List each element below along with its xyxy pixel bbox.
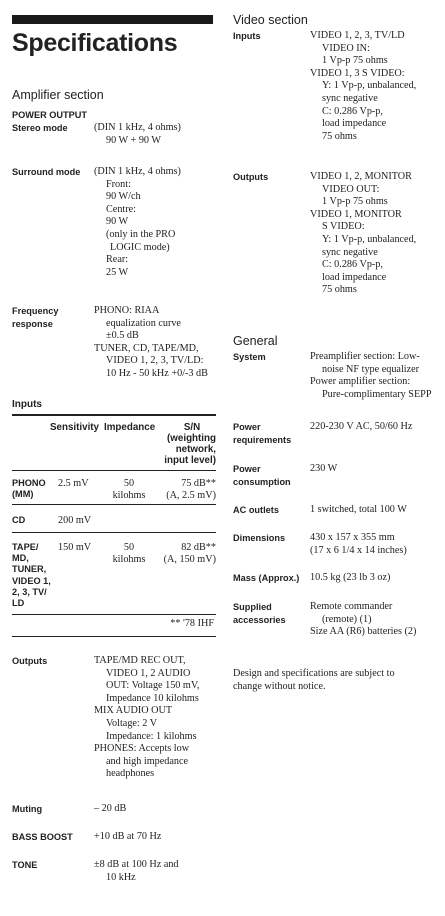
cell-sensitivity: 2.5 mV <box>58 478 89 489</box>
ac-outlets-label: AC outlets <box>233 505 279 515</box>
stereo-mode-value: (DIN 1 kHz, 4 ohms) 90 W + 90 W <box>94 122 181 146</box>
cell-impedance: 50 kilohms <box>112 542 146 565</box>
muting-value: – 20 dB <box>94 803 127 814</box>
video-outputs-label: Outputs <box>233 172 269 182</box>
col-header-impedance: Impedance <box>104 422 156 433</box>
dimensions-label: Dimensions <box>233 533 286 543</box>
dimensions-value: 430 x 157 x 355 mm (17 x 6 1/4 x 14 inches) <box>310 532 407 556</box>
cell-impedance: 50 kilohms <box>112 478 146 501</box>
muting-label: Muting <box>12 804 43 814</box>
power-output-label: POWER OUTPUT <box>12 110 88 120</box>
cell-sn: 75 dB** (A, 2.5 mV) <box>166 478 216 501</box>
accessories-label: Supplied accessories <box>233 602 286 625</box>
video-outputs-value: VIDEO 1, 2, MONITOR VIDEO OUT: 1 Vp-p 75 ohms VIDEO 1, MONITOR S VIDEO: Y: 1 Vp-p, unbalanced, sync negative C: 0.286 Vp-p, load impedance 75 ohms <box>310 171 417 296</box>
surround-mode-value: (DIN 1 kHz, 4 ohms) Front: 90 W/ch Centre: 90 W (only in the PRO LOGIC mode) Rear: 25 W <box>94 166 181 278</box>
power-consumption-value: 230 W <box>310 463 338 474</box>
frequency-response-value: PHONO: RIAA equalization curve ±0.5 dB TUNER, CD, TAPE/MD, VIDEO 1, 2, 3, TV/LD: 10 Hz - 50 kHz +0/-3 dB <box>94 305 208 379</box>
row-label-tape: TAPE/ MD, TUNER, VIDEO 1, 2, 3, TV/ LD <box>12 542 51 609</box>
frequency-response-label: Frequency response <box>12 306 59 329</box>
surround-mode-label: Surround mode <box>12 167 81 177</box>
video-inputs-value: VIDEO 1, 2, 3, TV/LD VIDEO IN: 1 Vp-p 75 ohms VIDEO 1, 3 S VIDEO: Y: 1 Vp-p, unbalanced, sync negative C: 0.286 Vp-p, load impedance 75 ohms <box>310 30 417 142</box>
table-footnote: ** '78 IHF <box>170 618 214 629</box>
tone-label: TONE <box>12 860 38 870</box>
change-notice: Design and specifications are subject to change without notice. <box>233 668 395 692</box>
video-inputs-label: Inputs <box>233 31 261 41</box>
power-requirements-label: Power requirements <box>233 422 292 445</box>
table-rule <box>12 614 216 615</box>
mass-label: Mass (Approx.) <box>233 573 300 583</box>
cell-sn: 82 dB** (A, 150 mV) <box>163 542 216 565</box>
power-requirements-value: 220-230 V AC, 50/60 Hz <box>310 421 413 432</box>
row-label-cd: CD <box>12 515 26 525</box>
outputs-value: TAPE/MD REC OUT, VIDEO 1, 2 AUDIO OUT: Voltage 150 mV, Impedance 10 kilohms MIX AUDIO OUT Voltage: 2 V Impedance: 1 kilohms PHONES: Accepts low and high impedance headphones <box>94 655 200 780</box>
ac-outlets-value: 1 switched, total 100 W <box>310 504 407 515</box>
table-rule <box>12 504 216 505</box>
cell-sensitivity: 150 mV <box>58 542 92 553</box>
page-title: Specifications <box>12 29 178 57</box>
accessories-value: Remote commander (remote) (1) Size AA (R6) batteries (2) <box>310 601 417 638</box>
general-heading: General <box>233 334 278 348</box>
outputs-label: Outputs <box>12 656 48 666</box>
table-bottom-rule <box>12 636 216 637</box>
tone-value: ±8 dB at 100 Hz and 10 kHz <box>94 859 179 883</box>
mass-value: 10.5 kg (23 lb 3 oz) <box>310 572 391 583</box>
stereo-mode-label: Stereo mode <box>12 123 68 133</box>
system-label: System <box>233 352 266 362</box>
cell-sensitivity: 200 mV <box>58 515 92 526</box>
bass-boost-value: +10 dB at 70 Hz <box>94 831 162 842</box>
power-consumption-label: Power consumption <box>233 464 291 487</box>
row-label-phono: PHONO (MM) <box>12 478 46 500</box>
table-rule <box>12 470 216 471</box>
col-header-sn: S/N (weighting network, input level) <box>164 422 216 466</box>
col-header-sensitivity: Sensitivity <box>50 422 100 433</box>
table-rule <box>12 532 216 533</box>
title-rule <box>12 15 213 24</box>
system-value: Preamplifier section: Low- noise NF type equalizer Power amplifier section: Pure-complimentary SEPP <box>310 351 432 400</box>
table-top-rule <box>12 414 216 416</box>
amplifier-heading: Amplifier section <box>12 88 104 102</box>
video-heading: Video section <box>233 13 308 27</box>
inputs-table-title: Inputs <box>12 399 42 410</box>
bass-boost-label: BASS BOOST <box>12 832 73 842</box>
